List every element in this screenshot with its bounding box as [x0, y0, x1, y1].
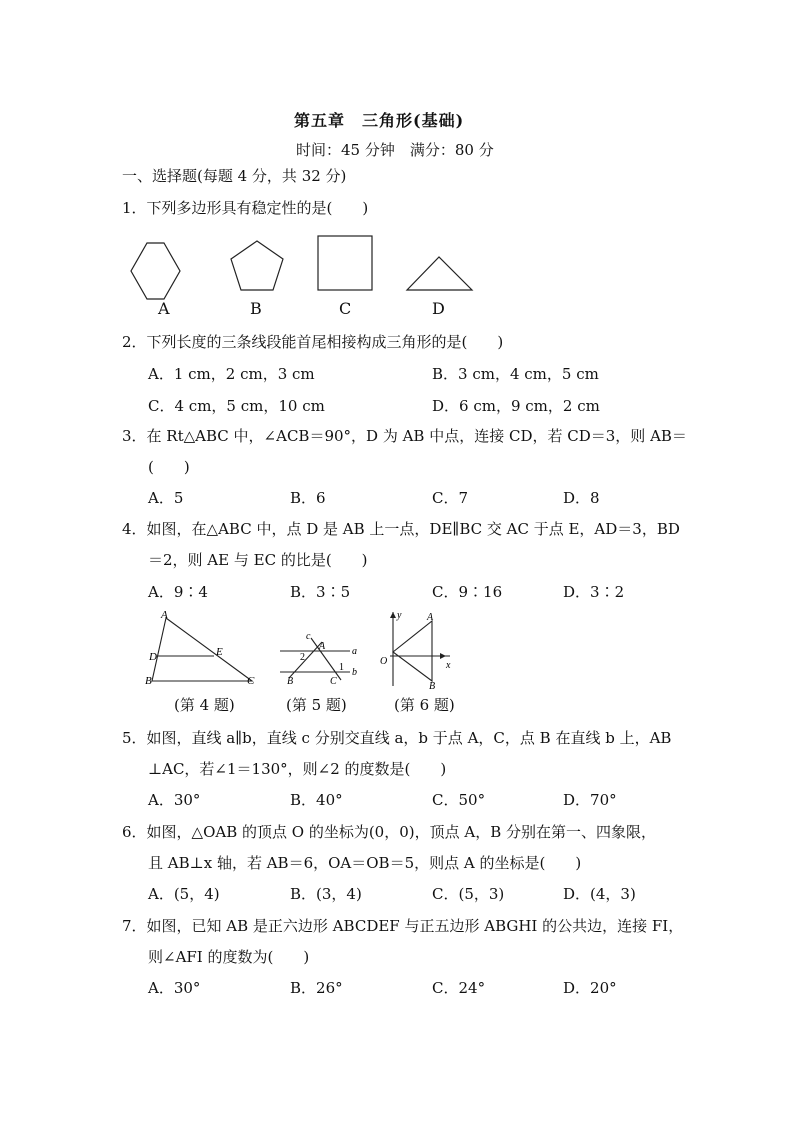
q4-option-d: D．3∶2 [563, 583, 625, 601]
section-heading: 一、选择题(每题 4 分，共 32 分) [122, 167, 347, 185]
question-1-stem: 1．下列多边形具有稳定性的是( ) [122, 199, 369, 217]
square-icon [318, 236, 372, 290]
question-7-stem-cont: 则∠AFI 的度数为( ) [148, 948, 310, 966]
q3-option-c: C．7 [432, 489, 469, 507]
q5-option-d: D．70° [563, 791, 617, 809]
q6-option-a: A．(5，4) [148, 885, 220, 903]
figure-6 [380, 610, 451, 690]
q2-option-a: A．1 cm，2 cm，3 cm [148, 365, 315, 383]
q1-label-c: C [339, 299, 352, 318]
q2-option-b: B．3 cm，4 cm，5 cm [432, 365, 599, 383]
triangle-icon [407, 257, 472, 290]
q1-label-d: D [432, 299, 445, 318]
q4-option-c: C．9∶16 [432, 583, 503, 601]
q4-option-b: B．3∶5 [290, 583, 351, 601]
q6-option-b: B．(3，4) [290, 885, 362, 903]
figure-6-caption: (第 6 题) [394, 696, 455, 714]
q7-option-a: A．30° [148, 979, 201, 997]
figure-5-caption: (第 5 题) [286, 696, 347, 714]
fig5-label-c-point: C [330, 676, 337, 687]
question-4-stem: 4．如图，在△ABC 中，点 D 是 AB 上一点，DE∥BC 交 AC 于点 E，AD＝3，BD [122, 520, 680, 538]
question-2-stem: 2．下列长度的三条线段能首尾相接构成三角形的是( ) [122, 333, 504, 351]
q7-option-d: D．20° [563, 979, 617, 997]
pentagon-icon [231, 241, 283, 290]
fig6-label-y: y [397, 610, 402, 621]
question-6-stem: 6．如图，△OAB 的顶点 O 的坐标为(0，0)，顶点 A，B 分别在第一、四象限， [122, 823, 657, 841]
fig4-label-c: C [247, 675, 255, 687]
q6-option-d: D．(4，3) [563, 885, 636, 903]
fig4-label-b: B [145, 675, 152, 687]
fig4-label-a: A [161, 609, 168, 621]
q7-option-c: C．24° [432, 979, 486, 997]
figures-row [140, 608, 470, 690]
fig5-label-a-line: a [352, 646, 357, 657]
q5-option-b: B．40° [290, 791, 343, 809]
figure-4-caption: (第 4 题) [174, 696, 235, 714]
exam-meta: 时间：45 分钟 满分：80 分 [296, 141, 494, 159]
q1-label-b: B [250, 299, 262, 318]
q1-label-a: A [158, 299, 170, 318]
q3-option-d: D．8 [563, 489, 600, 507]
fig6-label-x: x [446, 660, 451, 671]
fig5-angle-2: 2 [300, 652, 305, 663]
q4-option-a: A．9∶4 [148, 583, 208, 601]
fig6-label-b: B [429, 681, 436, 690]
figure-4 [145, 609, 255, 687]
question-5-stem: 5．如图，直线 a∥b，直线 c 分别交直线 a，b 于点 A，C，点 B 在直线 b 上，AB [122, 729, 672, 747]
fig4-label-d: D [149, 651, 157, 663]
figure-5 [280, 631, 357, 687]
fig5-label-b-point: B [287, 676, 294, 687]
q7-option-b: B．26° [290, 979, 343, 997]
q3-option-a: A．5 [148, 489, 184, 507]
question-3-stem-cont: ( ) [148, 458, 190, 476]
fig5-label-b-line: b [352, 667, 357, 678]
q5-option-c: C．50° [432, 791, 486, 809]
fig5-angle-1: 1 [339, 662, 344, 673]
fig5-label-a-point: A [319, 641, 326, 652]
q5-option-a: A．30° [148, 791, 201, 809]
fig5-label-c-line: c [306, 631, 311, 642]
question-5-stem-cont: ⊥AC，若∠1＝130°，则∠2 的度数是( ) [148, 760, 447, 778]
fig6-label-o: O [380, 656, 388, 667]
q2-option-c: C．4 cm，5 cm，10 cm [148, 397, 325, 415]
question-7-stem: 7．如图，已知 AB 是正六边形 ABCDEF 与正五边形 ABGHI 的公共边，连接 FI， [122, 917, 684, 935]
q3-option-b: B．6 [290, 489, 326, 507]
fig6-label-a: A [427, 612, 434, 623]
question-6-stem-cont: 且 AB⊥x 轴，若 AB＝6，OA＝OB＝5，则点 A 的坐标是( ) [148, 854, 582, 872]
fig4-label-e: E [216, 646, 223, 658]
q2-option-d: D．6 cm，9 cm，2 cm [432, 397, 600, 415]
question-4-stem-cont: ＝2，则 AE 与 EC 的比是( ) [148, 551, 368, 569]
question-3-stem: 3．在 Rt△ABC 中，∠ACB＝90°，D 为 AB 中点，连接 CD，若 CD＝3，则 AB＝ [122, 427, 687, 445]
page-title: 第五章 三角形(基础) [294, 111, 465, 130]
q6-option-c: C．(5，3) [432, 885, 505, 903]
hexagon-icon [131, 243, 180, 299]
